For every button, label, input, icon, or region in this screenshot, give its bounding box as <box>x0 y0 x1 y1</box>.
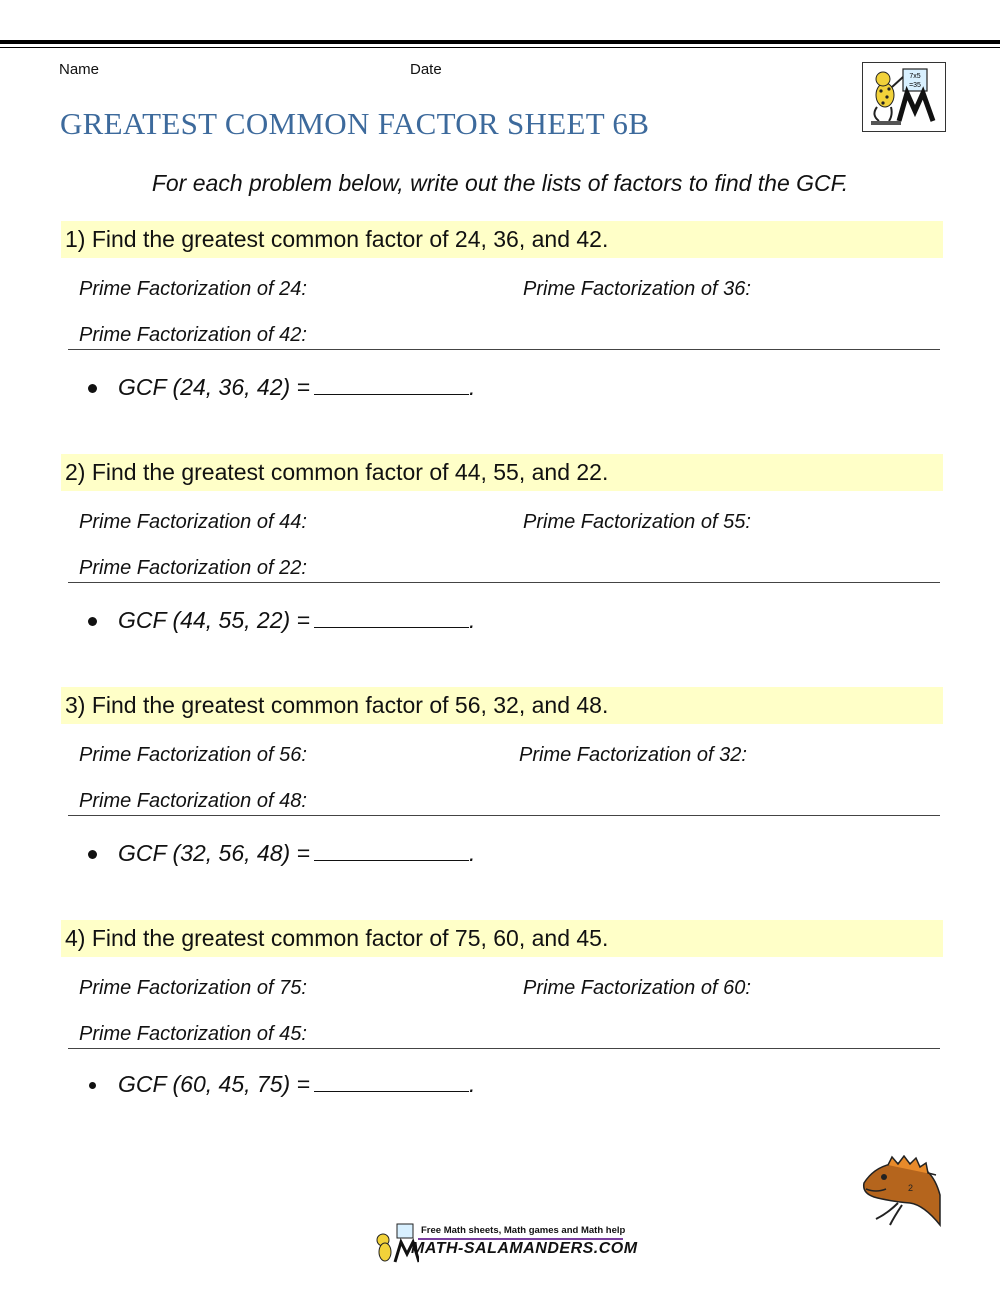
answer-blank[interactable] <box>314 1073 469 1092</box>
pf-label: Prime Factorization of 60: <box>523 977 751 999</box>
salamander-mascot-icon <box>858 1155 942 1231</box>
svg-text:2: 2 <box>908 1183 914 1193</box>
pf-label: Prime Factorization of 42: <box>79 324 307 346</box>
pf-label: Prime Factorization of 24: <box>79 278 307 300</box>
gcf-answer-line: GCF (60, 45, 75) = . <box>118 1071 476 1097</box>
salamander-teacher-logo-icon <box>862 62 946 132</box>
pf-label: Prime Factorization of 48: <box>79 790 307 812</box>
logo-card-line1: 7x5 <box>909 73 921 80</box>
page-title: GREATEST COMMON FACTOR SHEET 6B <box>60 106 650 141</box>
bullet <box>88 850 97 859</box>
gcf-answer-line: GCF (24, 36, 42) = . <box>118 374 476 400</box>
gcf-label: GCF (32, 56, 48) = <box>118 840 310 866</box>
question-3: 3) Find the greatest common factor of 56, 32, and 48. <box>65 692 609 718</box>
divider <box>68 349 940 350</box>
pf-label: Prime Factorization of 55: <box>523 511 751 533</box>
logo-card-line2: =35 <box>909 82 921 89</box>
divider <box>68 582 940 583</box>
gcf-answer-line: GCF (44, 55, 22) = . <box>118 607 476 633</box>
footer-tagline: Free Math sheets, Math games and Math help <box>421 1225 626 1236</box>
pf-label: Prime Factorization of 32: <box>519 744 747 766</box>
pf-label: Prime Factorization of 44: <box>79 511 307 533</box>
gcf-answer-line: GCF (32, 56, 48) = . <box>118 840 476 866</box>
question-4: 4) Find the greatest common factor of 75, 60, and 45. <box>65 925 609 951</box>
gcf-label: GCF (44, 55, 22) = <box>118 607 310 633</box>
bullet <box>88 384 97 393</box>
divider <box>68 1048 940 1049</box>
pf-label: Prime Factorization of 36: <box>523 278 751 300</box>
pf-label: Prime Factorization of 22: <box>79 557 307 579</box>
answer-blank[interactable] <box>314 842 469 861</box>
top-rule-thin <box>0 47 1000 48</box>
bullet <box>88 617 97 626</box>
bullet <box>89 1082 96 1089</box>
pf-label: Prime Factorization of 56: <box>79 744 307 766</box>
date-label: Date <box>410 61 442 78</box>
name-label: Name <box>59 61 100 78</box>
top-rule <box>0 40 1000 44</box>
gcf-label: GCF (60, 45, 75) = <box>118 1071 310 1097</box>
question-2: 2) Find the greatest common factor of 44, 55, and 22. <box>65 459 609 485</box>
question-1: 1) Find the greatest common factor of 24, 36, and 42. <box>65 226 609 252</box>
pf-label: Prime Factorization of 75: <box>79 977 307 999</box>
answer-blank[interactable] <box>314 376 469 395</box>
answer-blank[interactable] <box>314 609 469 628</box>
gcf-label: GCF (24, 36, 42) = <box>118 374 310 400</box>
divider <box>68 815 940 816</box>
pf-label: Prime Factorization of 45: <box>79 1023 307 1045</box>
footer-brand[interactable]: MATH-SALAMANDERS.COM <box>411 1240 638 1257</box>
instructions: For each problem below, write out the lists of factors to find the GCF. <box>151 170 849 196</box>
